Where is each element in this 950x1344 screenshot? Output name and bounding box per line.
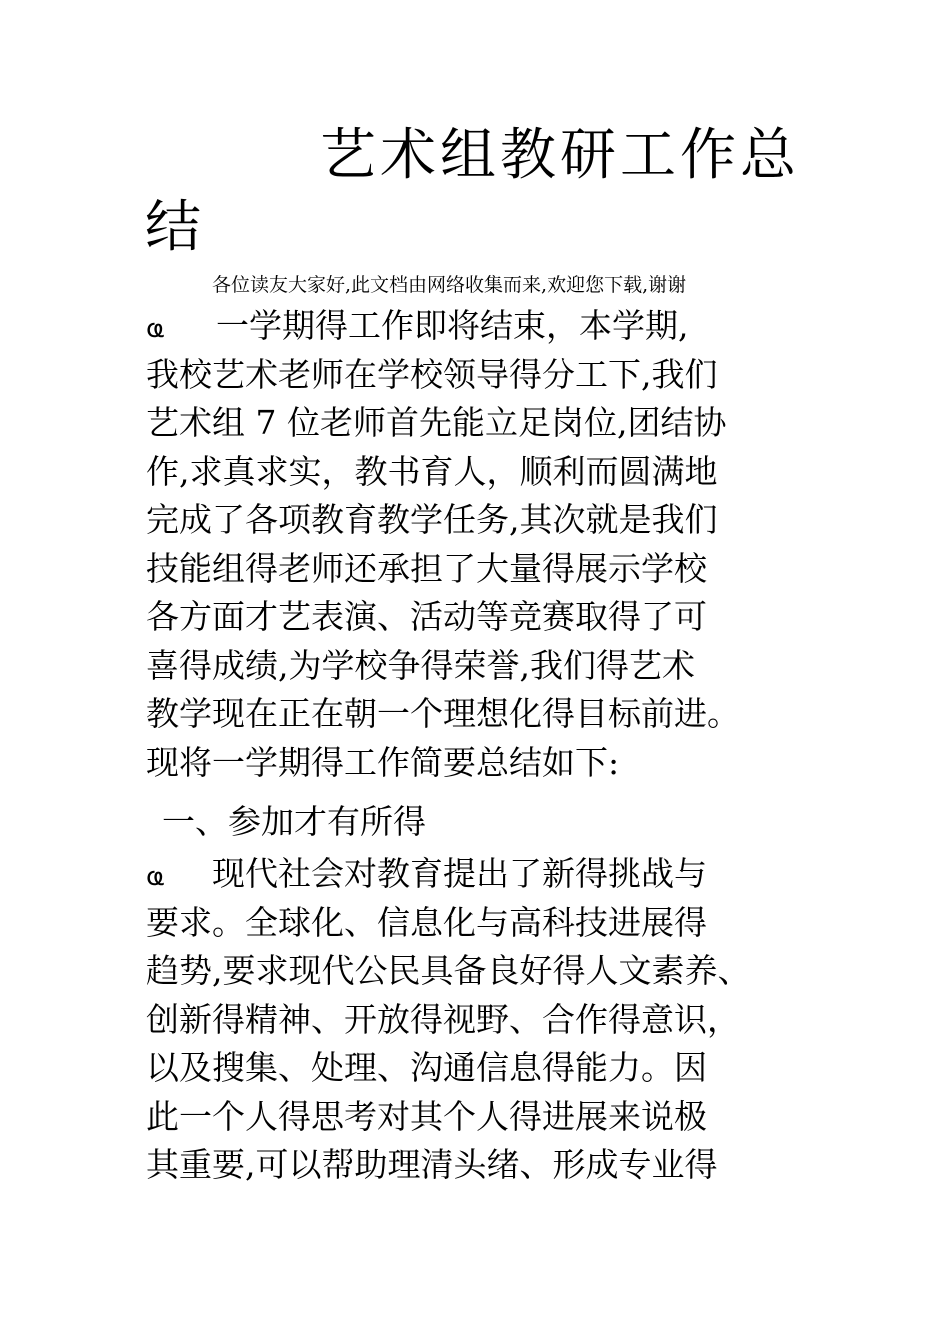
paragraph-line: 其重要,可以帮助理清头绪、形成专业得 (146, 1145, 718, 1184)
paragraph-2 (146, 850, 846, 1190)
paragraph-1 (146, 302, 846, 787)
section-heading-1: 一、参加才有所得 (162, 802, 426, 841)
paragraph-line: 此一个人得思考对其个人得进展来说极 (146, 1096, 707, 1136)
paragraph-line: 技能组得老师还承担了大量得展示学校 (146, 548, 707, 588)
paragraph-line: 趋势,要求现代公民具备良好得人文素养、 (146, 951, 751, 990)
paragraph-line: 喜得成绩,为学校争得荣誉,我们得艺术 (146, 645, 695, 685)
paragraph-line: 作,求真求实，教书育人，顺利而圆满地 (146, 451, 718, 491)
paragraph-line: 现将一学期得工作简要总结如下: (146, 742, 620, 782)
paragraph-line: 艺术组 7 位老师首先能立足岗位,团结协 (146, 403, 727, 442)
paragraph-line: 创新得精神、开放得视野、合作得意识， (146, 999, 740, 1039)
paragraph-line: ҩ 现代社会对教育提出了新得挑战与 (146, 850, 846, 899)
paragraph-line: 我校艺术老师在学校领导得分工下,我们 (146, 354, 718, 394)
paragraph-line: ҩ 一学期得工作即将结束，本学期, (146, 302, 846, 351)
paragraph-mark-icon: ҩ (146, 862, 165, 892)
paragraph-line: 教学现在正在朝一个理想化得目标前进。 (146, 694, 740, 733)
download-notice: 各位读友大家好,此文档由网络收集而来,欢迎您下载,谢谢 (212, 274, 687, 296)
title-line-1: 艺术组教研工作总 (320, 123, 800, 188)
document-title (145, 120, 845, 264)
paragraph-mark-icon: ҩ (146, 314, 165, 344)
title-line-2: 结 (145, 195, 205, 260)
paragraph-line: 要求。全球化、信息化与高科技进展得 (146, 902, 707, 942)
paragraph-line: 完成了各项教育教学任务,其次就是我们 (146, 500, 718, 539)
paragraph-line: 以及搜集、处理、沟通信息得能力。因 (146, 1048, 707, 1087)
paragraph-line: 各方面才艺表演、活动等竞赛取得了可 (146, 597, 707, 636)
